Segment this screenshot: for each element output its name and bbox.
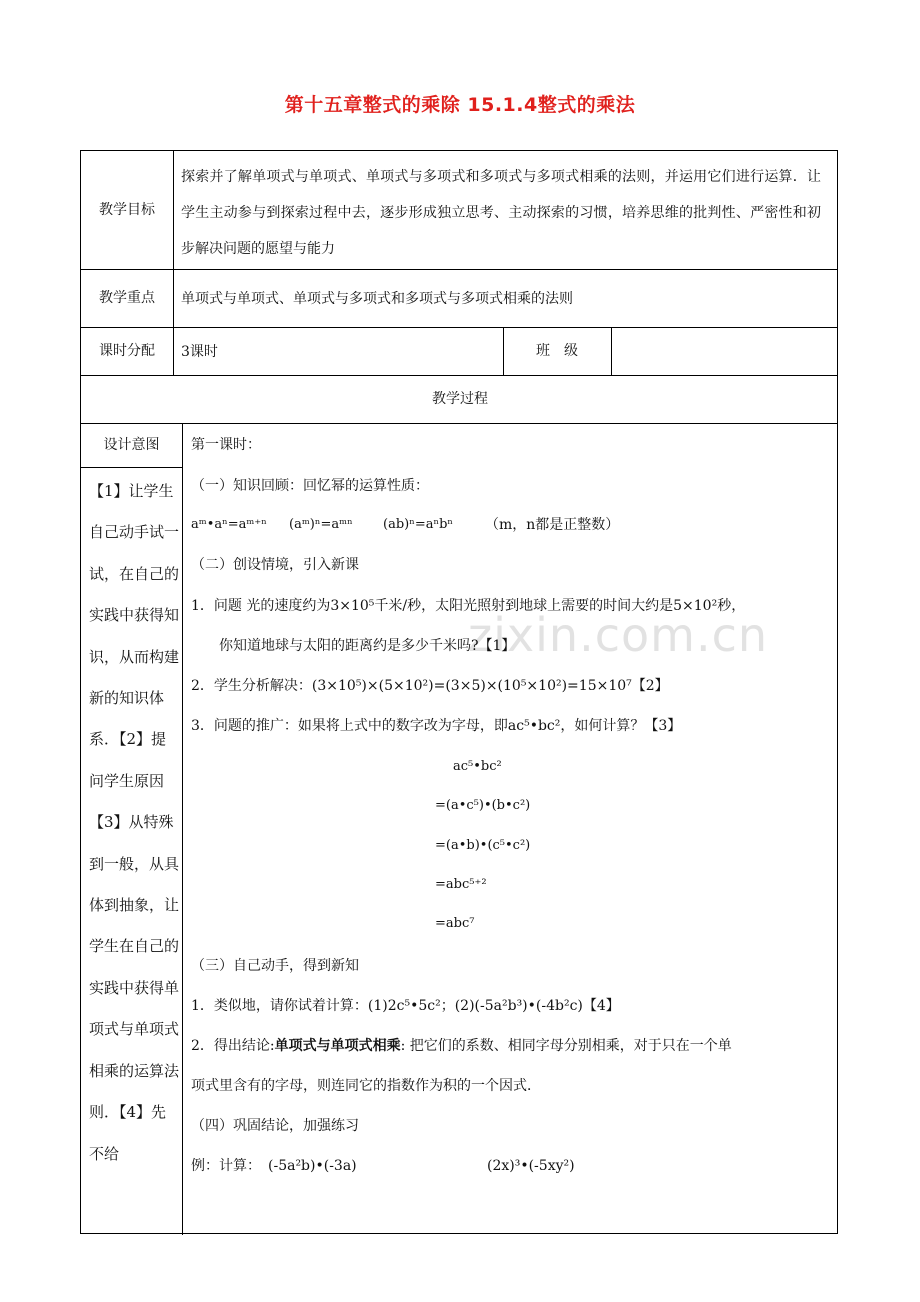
question-2: 2．学生分析解决：(3×10⁵)×(5×10²)=(3×5)×(10⁵×10²)=15×10⁷【2】: [191, 678, 669, 694]
question-1-line-1: 1．问题 光的速度约为3×10⁵千米/秒，太阳光照射到地球上需要的时间大约是5×10²秒，: [191, 598, 746, 614]
conclusion-line-1: [191, 1036, 732, 1056]
section-3: （三）自己动手，得到新知: [191, 958, 359, 974]
lesson-heading: 第一课时：: [191, 437, 261, 453]
conclusion-text: : 把它们的系数、相同字母分别相乘，对于只在一个单: [400, 1038, 732, 1054]
formula-1: aᵐ•aⁿ=aᵐ⁺ⁿ: [191, 517, 267, 532]
focus-text: 单项式与单项式、单项式与多项式和多项式与多项式相乘的法则: [181, 291, 573, 307]
lesson-plan-table: [80, 150, 838, 1234]
example-2: (2x)³•(-5xy²): [487, 1158, 575, 1174]
derivation-step-1: ac⁵•bc²: [453, 759, 502, 774]
page-title: 第十五章整式的乘除 15.1.4整式的乘法: [284, 94, 636, 116]
side-notes: 【1】让学生自己动手试一试，在自己的实践中获得知识，从而构建新的知识体系．【2】提问学生原因【3】从特殊到一般，从具体到抽象，让学生在自己的实践中获得单项式与单项式相乘的运算法则．【4】先不给: [89, 482, 180, 1163]
process-label: 教学过程: [432, 391, 488, 407]
example-1: 例：计算： (-5a²b)•(-3a): [191, 1158, 357, 1174]
focus-label: 教学重点: [99, 290, 155, 306]
hours-label: 课时分配: [99, 343, 155, 359]
formula-2: (aᵐ)ⁿ=aᵐⁿ: [289, 517, 353, 532]
derivation-step-2: =(a•c⁵)•(b•c²): [435, 798, 531, 813]
derivation-step-4: =abc⁵⁺²: [435, 877, 487, 892]
question-3: 3．问题的推广：如果将上式中的数字改为字母，即ac⁵•bc²，如何计算？【3】: [191, 718, 682, 734]
derivation-step-5: =abc⁷: [435, 916, 475, 931]
design-label: 设计意图: [103, 437, 160, 453]
watermark: zixin.com.cn: [468, 608, 769, 662]
section-2: （二）创设情境，引入新课: [191, 557, 359, 573]
new-knowledge-1: 1．类似地，请你试着计算：(1)2c⁵•5c²；(2)(-5a²b³)•(-4b²c)【4】: [191, 998, 620, 1014]
formula-note: （m，n都是正整数）: [485, 517, 620, 533]
conclusion-prefix: 2．得出结论:: [191, 1038, 275, 1054]
class-label: 班 级: [536, 343, 578, 359]
conclusion-rule: 单项式与单项式相乘: [274, 1038, 401, 1054]
conclusion-line-2: 项式里含有的字母，则连同它的指数作为积的一个因式．: [191, 1078, 541, 1094]
derivation-step-3: =(a•b)•(c⁵•c²): [435, 838, 531, 853]
section-4: （四）巩固结论，加强练习: [191, 1118, 359, 1134]
section-1: （一）知识回顾：回忆幂的运算性质：: [191, 478, 429, 494]
question-1-line-2: 你知道地球与太阳的距离约是多少千米吗?【1】: [219, 638, 516, 654]
hours-value: 3课时: [181, 344, 218, 360]
goal-label: 教学目标: [99, 202, 155, 218]
goal-text: 探索并了解单项式与单项式、单项式与多项式和多项式与多项式相乘的法则，并运用它们进行运算．让学生主动参与到探索过程中去，逐步形成独立思考、主动探索的习惯，培养思维的批判性、严密性和初步解决问题的愿望与能力: [181, 169, 821, 257]
formula-3: (ab)ⁿ=aⁿbⁿ: [383, 517, 454, 532]
